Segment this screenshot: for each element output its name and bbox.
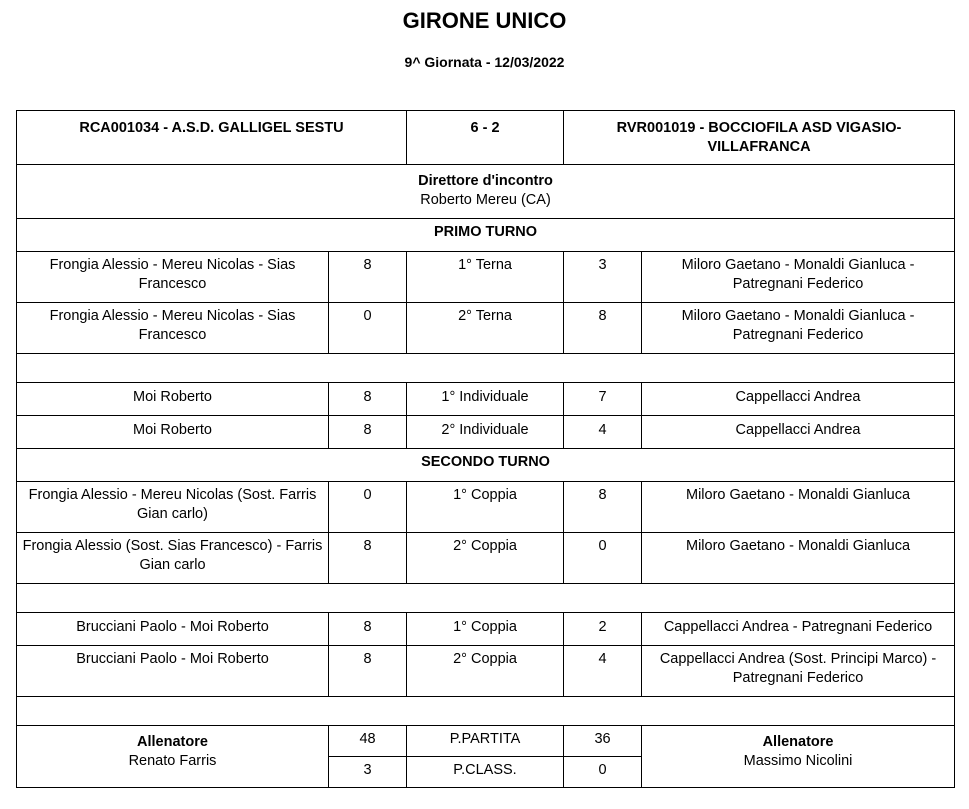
away-players: Cappellacci Andrea bbox=[642, 383, 955, 416]
totals-row bbox=[17, 726, 955, 757]
game-type: 2° Individuale bbox=[407, 416, 564, 449]
away-players: Miloro Gaetano - Monaldi Gianluca - Patregnani Federico bbox=[642, 303, 955, 354]
away-coach-cell bbox=[642, 726, 955, 788]
away-p-class: 0 bbox=[564, 757, 642, 788]
spacer-row bbox=[17, 354, 955, 383]
game-type: 2° Coppia bbox=[407, 646, 564, 697]
away-players: Cappellacci Andrea bbox=[642, 416, 955, 449]
game-type: 1° Coppia bbox=[407, 482, 564, 533]
match-score: 6 - 2 bbox=[407, 111, 564, 165]
round-date-subtitle: 9^ Giornata - 12/03/2022 bbox=[404, 54, 565, 70]
game-type: 1° Individuale bbox=[407, 383, 564, 416]
home-score: 8 bbox=[329, 646, 407, 697]
game-type: 2° Terna bbox=[407, 303, 564, 354]
home-p-class: 3 bbox=[329, 757, 407, 788]
home-score: 8 bbox=[329, 533, 407, 584]
away-players: Miloro Gaetano - Monaldi Gianluca bbox=[642, 533, 955, 584]
home-score: 0 bbox=[329, 303, 407, 354]
away-players: Miloro Gaetano - Monaldi Gianluca - Patregnani Federico bbox=[642, 252, 955, 303]
home-coach-label: Allenatore bbox=[137, 734, 208, 750]
spacer-cell bbox=[17, 584, 955, 613]
home-score: 8 bbox=[329, 416, 407, 449]
away-team-name: RVR001019 - BOCCIOFILA ASD VIGASIO-VILLAFRANCA bbox=[564, 111, 955, 165]
away-coach-name: Massimo Nicolini bbox=[743, 753, 853, 769]
table-row bbox=[17, 613, 955, 646]
game-type: 2° Coppia bbox=[407, 533, 564, 584]
away-score: 8 bbox=[564, 303, 642, 354]
home-coach-name: Renato Farris bbox=[128, 753, 217, 769]
p-partita-label: P.PARTITA bbox=[407, 726, 564, 757]
home-players: Moi Roberto bbox=[17, 416, 329, 449]
spacer-cell bbox=[17, 697, 955, 726]
home-score: 8 bbox=[329, 613, 407, 646]
section-header-row bbox=[17, 219, 955, 252]
home-players: Brucciani Paolo - Moi Roberto bbox=[17, 613, 329, 646]
away-score: 4 bbox=[564, 416, 642, 449]
table-row bbox=[17, 383, 955, 416]
spacer-row bbox=[17, 584, 955, 613]
away-score: 7 bbox=[564, 383, 642, 416]
home-p-partita: 48 bbox=[329, 726, 407, 757]
table-row bbox=[17, 416, 955, 449]
spacer-cell bbox=[17, 354, 955, 383]
page-title: GIRONE UNICO bbox=[402, 8, 567, 33]
home-players: Brucciani Paolo - Moi Roberto bbox=[17, 646, 329, 697]
home-players: Frongia Alessio - Mereu Nicolas - Sias Francesco bbox=[17, 303, 329, 354]
primo-turno-label: PRIMO TURNO bbox=[17, 219, 955, 252]
home-score: 8 bbox=[329, 383, 407, 416]
director-cell bbox=[17, 165, 955, 219]
table-row bbox=[17, 533, 955, 584]
home-team-name: RCA001034 - A.S.D. GALLIGEL SESTU bbox=[17, 111, 407, 165]
away-score: 0 bbox=[564, 533, 642, 584]
game-type: 1° Coppia bbox=[407, 613, 564, 646]
home-coach-cell bbox=[17, 726, 329, 788]
table-row bbox=[17, 646, 955, 697]
table-row bbox=[17, 303, 955, 354]
home-players: Frongia Alessio - Mereu Nicolas - Sias Francesco bbox=[17, 252, 329, 303]
away-players: Cappellacci Andrea (Sost. Principi Marco) - Patregnani Federico bbox=[642, 646, 955, 697]
home-players: Moi Roberto bbox=[17, 383, 329, 416]
director-label: Direttore d'incontro bbox=[418, 173, 553, 189]
spacer-row bbox=[17, 697, 955, 726]
table-row bbox=[17, 482, 955, 533]
match-header-row bbox=[17, 111, 955, 165]
section-header-row bbox=[17, 449, 955, 482]
away-score: 2 bbox=[564, 613, 642, 646]
home-score: 8 bbox=[329, 252, 407, 303]
home-score: 0 bbox=[329, 482, 407, 533]
away-score: 3 bbox=[564, 252, 642, 303]
home-players: Frongia Alessio - Mereu Nicolas (Sost. Farris Gian carlo) bbox=[17, 482, 329, 533]
away-players: Miloro Gaetano - Monaldi Gianluca bbox=[642, 482, 955, 533]
home-players: Frongia Alessio (Sost. Sias Francesco) - Farris Gian carlo bbox=[17, 533, 329, 584]
game-type: 1° Terna bbox=[407, 252, 564, 303]
table-row bbox=[17, 252, 955, 303]
away-players: Cappellacci Andrea - Patregnani Federico bbox=[642, 613, 955, 646]
director-name: Roberto Mereu (CA) bbox=[420, 192, 551, 208]
director-row bbox=[17, 165, 955, 219]
away-score: 4 bbox=[564, 646, 642, 697]
secondo-turno-label: SECONDO TURNO bbox=[17, 449, 955, 482]
away-coach-label: Allenatore bbox=[762, 734, 834, 750]
match-report-table bbox=[16, 110, 955, 788]
away-score: 8 bbox=[564, 482, 642, 533]
away-p-partita: 36 bbox=[564, 726, 642, 757]
p-class-label: P.CLASS. bbox=[407, 757, 564, 788]
